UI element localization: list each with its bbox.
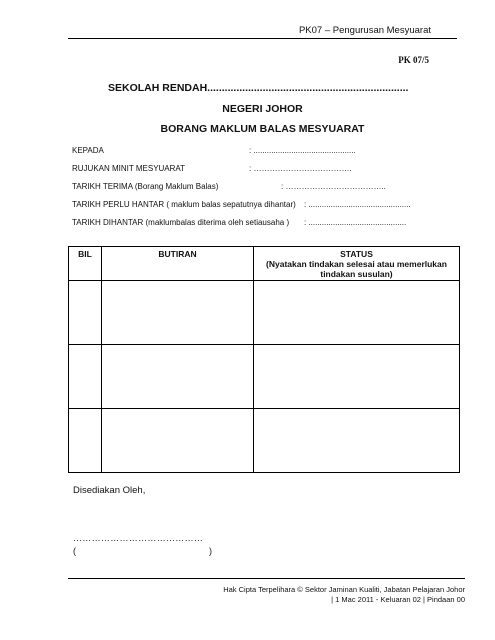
table-header-row [69, 247, 460, 281]
table-row [69, 345, 460, 409]
footer-copyright: Hak Cipta Terpelihara © Sektor Jaminan Kualiti, Jabatan Pelajaran Johor [223, 585, 465, 594]
table-cell-bil [69, 409, 102, 473]
school-name-line: SEKOLAH RENDAH..................................................................... [108, 82, 409, 94]
field-label-rujukan: RUJUKAN MINIT MESYUARAT [72, 164, 186, 173]
field-label-perlu-hantar: TARIKH PERLU HANTAR ( maklum balas sepatutnya dihantar) [72, 200, 296, 209]
feedback-table [68, 246, 460, 473]
col-header-status [254, 247, 460, 281]
close-paren: ) [209, 546, 212, 556]
field-value-kepada: : .............................................. [249, 146, 356, 155]
form-title: BORANG MAKLUM BALAS MESYUARAT [160, 123, 365, 135]
col-header-status-title: STATUS [340, 249, 373, 259]
field-value-dihantar: : ............................................ [304, 218, 407, 227]
table-cell-butiran [102, 409, 254, 473]
table-cell-butiran [102, 281, 254, 345]
field-value-rujukan: : ………………………………. [249, 164, 352, 173]
table-cell-bil [69, 345, 102, 409]
table-row [69, 409, 460, 473]
footer-revision: | 1 Mac 2011 - Keluaran 02 | Pindaan 00 [331, 595, 465, 604]
field-label-kepada: KEPADA [72, 146, 104, 155]
table-row [69, 281, 460, 345]
table-cell-status [254, 281, 460, 345]
state-title: NEGERI JOHOR [222, 103, 303, 115]
field-label-dihantar: TARIKH DIHANTAR (maklumbalas diterima oleh setiausaha ) [72, 218, 290, 227]
col-header-status-note: (Nyatakan tindakan selesai atau memerlukan tindakan susulan) [266, 259, 447, 279]
col-header-butiran: BUTIRAN [102, 247, 254, 281]
form-code: PK 07/5 [398, 55, 429, 65]
header-doc-ref: PK07 – Pengurusan Mesyuarat [298, 25, 431, 36]
col-header-bil: BIL [69, 247, 102, 281]
open-paren: ( [73, 546, 76, 556]
header-divider [68, 38, 457, 39]
table-cell-bil [69, 281, 102, 345]
footer-divider [68, 578, 465, 579]
field-label-tarikh-terima: TARIKH TERIMA (Borang Maklum Balas) [72, 182, 219, 191]
table-cell-butiran [102, 345, 254, 409]
field-value-tarikh-terima: : ……………………………….. [281, 182, 386, 191]
signature-line: …………………………………… [73, 533, 204, 543]
field-value-perlu-hantar: : .............................................. [304, 200, 411, 209]
table-cell-status [254, 345, 460, 409]
table-cell-status [254, 409, 460, 473]
prepared-by-label: Disediakan Oleh, [73, 485, 146, 496]
